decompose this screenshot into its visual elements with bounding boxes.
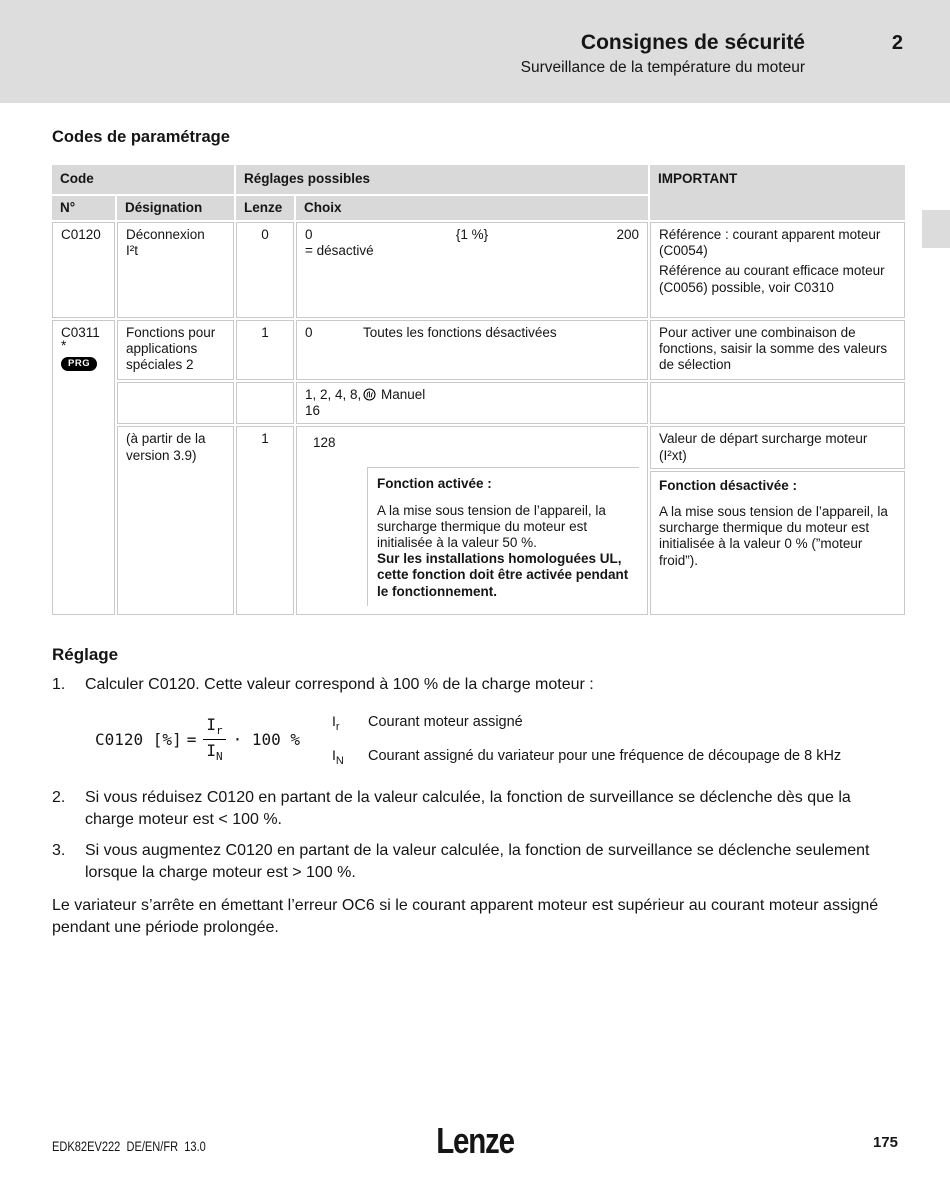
choix-value: 128	[313, 435, 336, 451]
function-activated-text: A la mise sous tension de l’appareil, la surcharge thermique du moteur est initialisée à la valeur 50 %.	[377, 502, 606, 550]
c0120-formula	[95, 711, 332, 767]
function-deactivated-box	[650, 471, 905, 615]
important-c0120	[650, 222, 905, 318]
col-header-no: N°	[52, 196, 115, 220]
choix-max-value: 200	[616, 227, 639, 242]
list-number: 2.	[52, 788, 66, 806]
lenze-empty	[236, 382, 294, 424]
main-content	[52, 103, 897, 939]
section-heading-reglage: Réglage	[52, 644, 119, 664]
section-heading-codes: Codes de paramétrage	[52, 128, 230, 146]
legend-symbol: $I_N$	[332, 747, 344, 767]
choix-c0311-0	[296, 320, 648, 380]
choix-128	[296, 426, 648, 614]
choix-description-label: Manuel	[381, 387, 426, 402]
page-header-band	[0, 0, 950, 103]
list-text: Calculer C0120. Cette valeur correspond à 100 % de la charge moteur :	[85, 675, 594, 693]
manual-hand-icon	[363, 388, 376, 405]
chapter-number: 2	[891, 32, 903, 54]
list-number: 3.	[52, 842, 66, 860]
important-paragraph: Référence : courant apparent moteur (C0054)	[659, 227, 881, 259]
table-row	[52, 320, 905, 380]
legend-row	[332, 747, 841, 767]
closing-paragraph: Le variateur s’arrête en émettant l’erreur OC6 si le courant apparent moteur est supérieur au courant moteur assigné pendant une période prolongée.	[52, 897, 879, 936]
lenze-default-c0120: 0	[236, 222, 294, 318]
formula-fraction	[203, 715, 225, 762]
formula-lhs: C0120 [%]	[95, 729, 182, 749]
important-c0311: Pour activer une combinaison de fonctions, saisir la somme des valeurs de sélection	[650, 320, 905, 380]
page-number: 175	[872, 1134, 898, 1151]
col-group-important: IMPORTANT	[650, 165, 905, 220]
col-group-settings: Réglages possibles	[236, 165, 648, 194]
code-number: C0311	[61, 325, 100, 340]
legend-text: Courant assigné du variateur pour une fréquence de découpage de 8 kHz	[368, 748, 842, 765]
designation-line: I²t	[126, 243, 138, 259]
prg-badge: PRG	[61, 357, 97, 371]
choix-description	[363, 387, 639, 419]
table-row	[52, 222, 905, 318]
formula-equals: =	[186, 729, 197, 749]
choix-range-line	[305, 227, 639, 243]
choix-c0311-manual	[296, 382, 648, 424]
choix-note: = désactivé	[305, 243, 374, 259]
fraction-denominator: $I_N$	[206, 740, 223, 763]
header-titles	[521, 31, 805, 77]
lenze-default-c0311: 1	[236, 320, 294, 380]
lenze-default-128: 1	[236, 426, 294, 614]
document-reference: EDK82EV222 DE/EN/FR 13.0	[52, 1139, 206, 1154]
designation-line: Déconnexion	[126, 227, 205, 242]
col-header-lenze: Lenze	[236, 196, 294, 220]
important-128: Valeur de départ surcharge moteur (I²xt)	[650, 426, 905, 468]
list-number: 1.	[52, 675, 66, 693]
designation-empty	[117, 382, 234, 424]
list-item-1	[52, 674, 897, 696]
code-footnote-star: *	[61, 338, 67, 354]
formula-legend	[332, 711, 841, 767]
designation-c0120	[117, 222, 234, 318]
col-header-choix: Choix	[296, 196, 648, 220]
code-c0311	[52, 320, 115, 615]
legend-text: Courant moteur assigné	[368, 714, 523, 731]
important-paragraph: Référence au courant efficace moteur (C0056) possible, voir C0310	[659, 263, 885, 295]
legend-symbol: $I_r$	[332, 713, 340, 734]
function-deactivated-title: Fonction désactivée :	[659, 477, 798, 493]
parameter-codes-table	[50, 163, 907, 617]
choix-c0120	[296, 222, 648, 318]
function-activated-title: Fonction activée :	[377, 476, 492, 492]
table-row	[52, 426, 905, 468]
list-text: Si vous augmentez C0120 en partant de la valeur calculée, la fonction de surveillance se déclenche seulement lorsque la charge moteur est > 100 %.	[85, 842, 870, 881]
choix-description: Toutes les fonctions désactivées	[363, 325, 557, 340]
fraction-numerator: $I_r$	[203, 715, 225, 739]
choix-min-value: 0	[305, 227, 313, 242]
function-deactivated-text: A la mise sous tension de l’appareil, la surcharge thermique du moteur est initialisée à la valeur 0 % (”moteur froid”).	[659, 503, 888, 568]
page-subtitle: Surveillance de la température du moteur	[520, 59, 805, 76]
list-text: Si vous réduisez C0120 en partant de la valeur calculée, la fonction de surveillance se déclenche dès que la charge moteur est < 100 %.	[85, 788, 851, 828]
choix-entry	[305, 387, 639, 419]
table-group-header-row	[52, 165, 905, 194]
list-item-3	[52, 840, 897, 883]
designation-c0311: Fonctions pour applications spéciales 2	[117, 320, 234, 380]
choix-value: 0	[305, 325, 313, 340]
function-activated-box	[367, 467, 639, 605]
col-header-designation: Désignation	[117, 196, 234, 220]
chapter-margin-tab	[922, 210, 950, 248]
choix-128-inner	[305, 431, 639, 605]
formula-rhs: · 100 %	[232, 729, 301, 749]
lenze-logo: Lenze	[436, 1120, 514, 1161]
page-title: Consignes de sécurité	[580, 31, 805, 54]
table-row	[52, 382, 905, 424]
choix-step-value: {1 %}	[455, 227, 489, 242]
code-c0120: C0120	[52, 222, 115, 318]
choix-entry	[305, 325, 639, 341]
legend-row	[332, 713, 841, 733]
function-activated-ul-note: Sur les installations homologuées UL, cette fonction doit être activée pendant le fonctionnement.	[377, 551, 629, 599]
col-group-code: Code	[52, 165, 234, 194]
designation-version: (à partir de la version 3.9)	[117, 426, 234, 614]
list-item-2	[52, 787, 897, 830]
formula-block	[95, 711, 897, 767]
choix-value: 1, 2, 4, 8, 16	[305, 387, 362, 419]
important-empty	[650, 382, 905, 424]
